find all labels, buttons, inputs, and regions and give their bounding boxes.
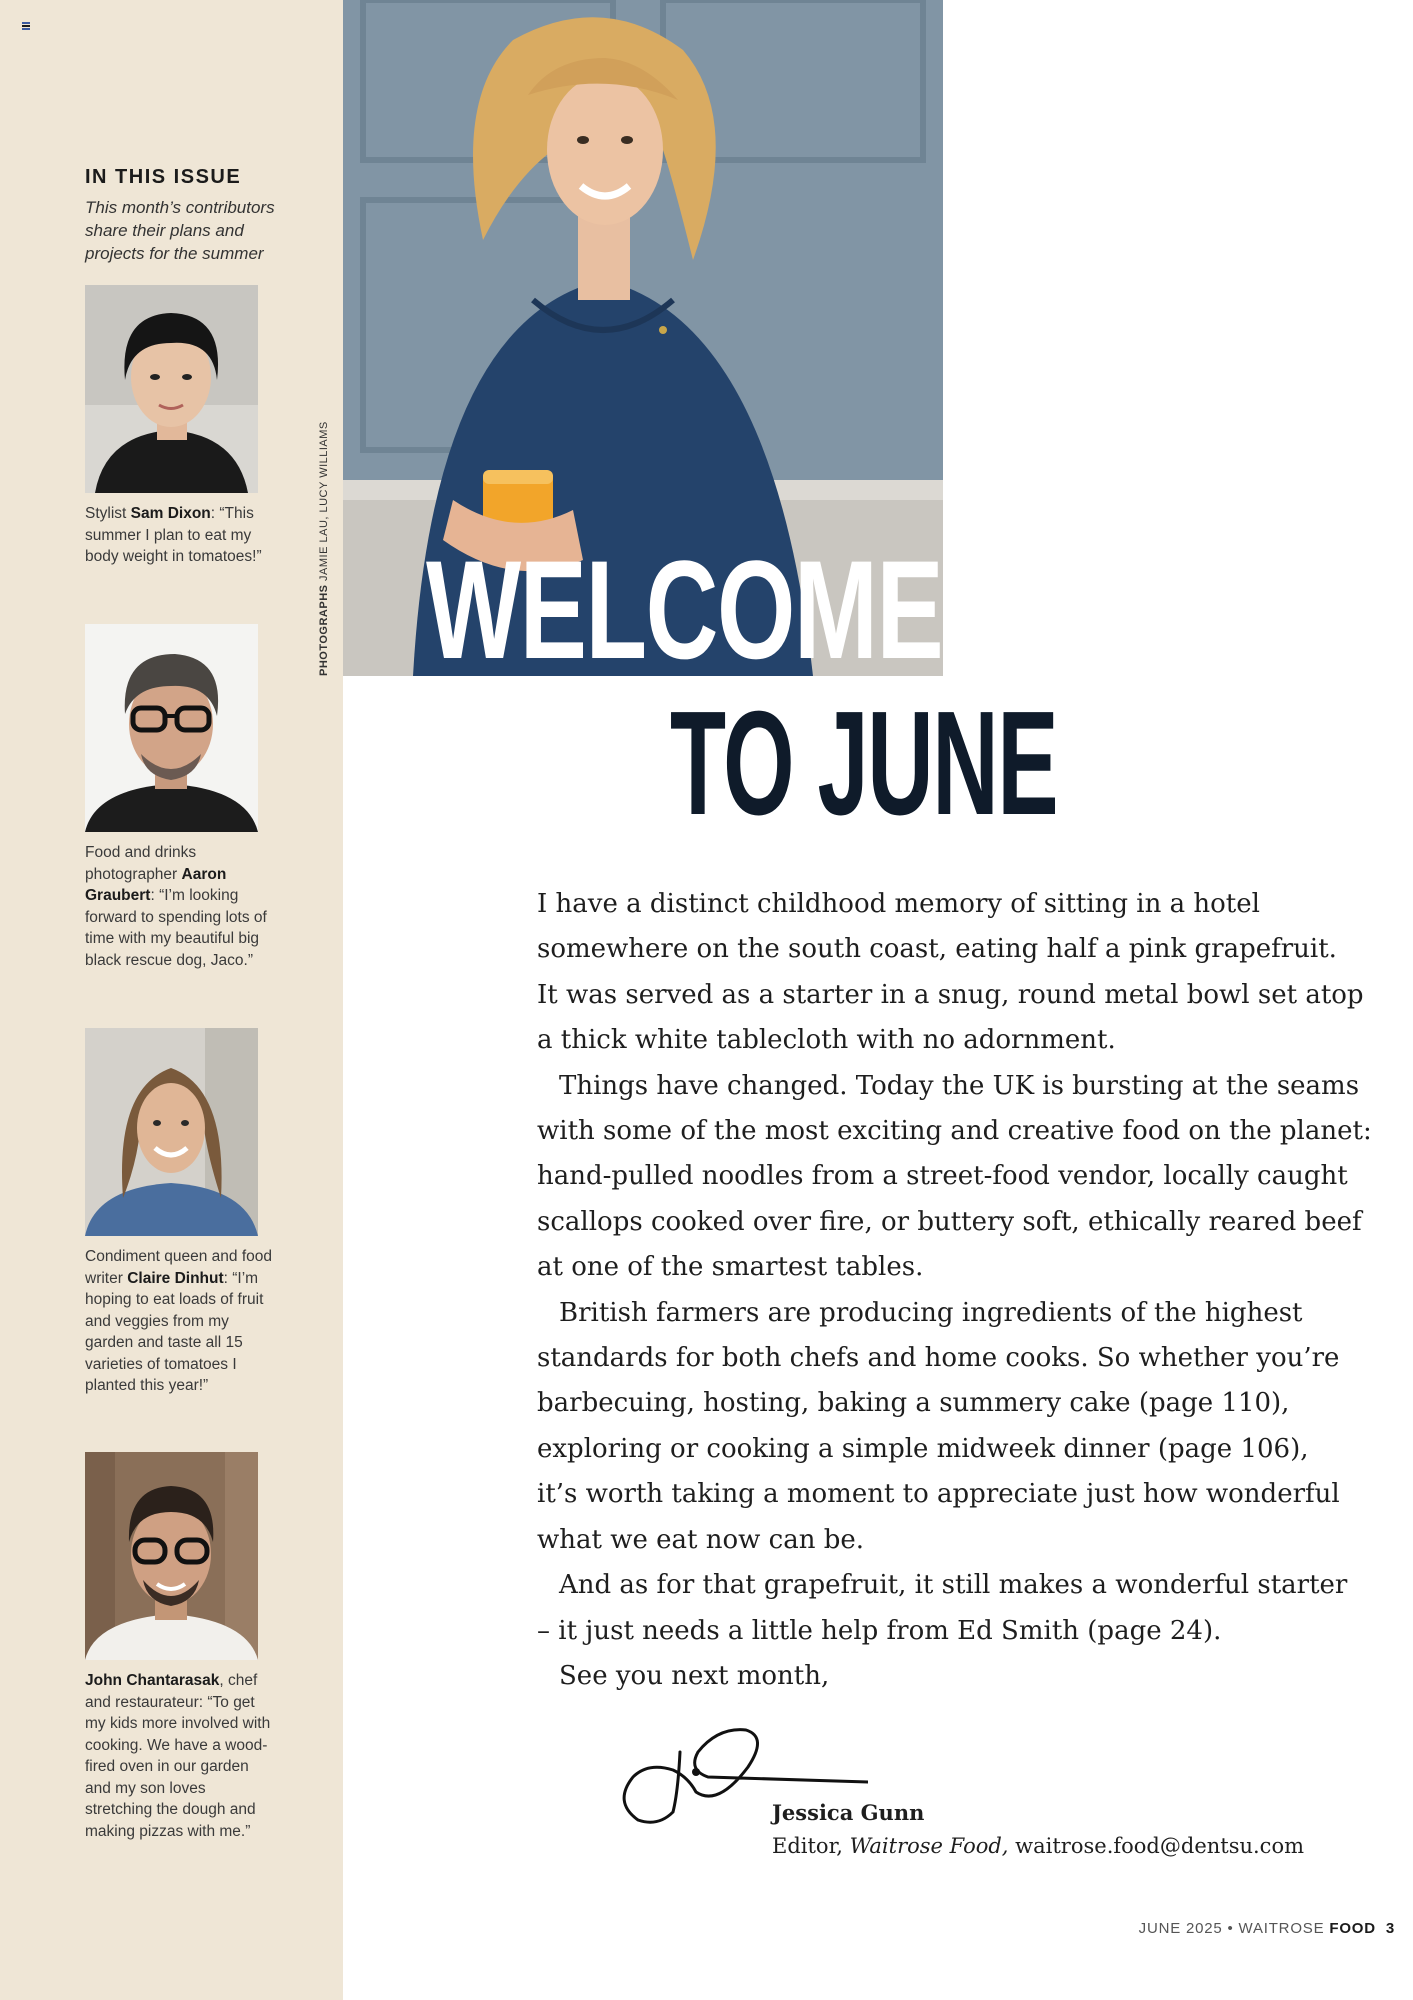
caption-quote: , chef and restaurateur: “To get my kids more involved with cooking. We have a wood-fired oven in our garden and my son loves stretching the dough and making pizzas with me.” xyxy=(85,1672,271,1840)
contributor-name: John Chantarasak xyxy=(85,1672,220,1689)
contributor-name: Aaron Graubert xyxy=(85,865,227,904)
editor-email[interactable]: waitrose.food@dentsu.com xyxy=(1008,1834,1305,1858)
publication-name: Waitrose Food, xyxy=(849,1834,1009,1858)
contributor-photo-claire-dinhut xyxy=(85,1028,258,1236)
body-line: a thick white tablecloth with no adornment. xyxy=(537,1025,1116,1056)
body-line: See you next month, xyxy=(559,1660,830,1691)
contributor-photo-sam-dixon xyxy=(85,285,258,493)
caption-quote: : “I’m hoping to eat loads of fruit and veggies from my garden and taste all 15 varieties of tomatoes I planted this year!” xyxy=(85,1269,264,1394)
body-line: somewhere on the south coast, eating half a pink grapefruit. xyxy=(537,934,1337,965)
contributors-sidebar xyxy=(0,0,343,2000)
contributor-photo-aaron-graubert xyxy=(85,624,258,832)
contributor-caption xyxy=(85,1670,275,1842)
photo-credit xyxy=(318,421,330,676)
caption-role: Condiment queen and food writer xyxy=(85,1248,273,1287)
body-line: barbecuing, hosting, baking a summery cake (page 110), xyxy=(537,1388,1290,1419)
body-line: – it just needs a little help from Ed Smith (page 24). xyxy=(537,1615,1222,1646)
body-line: I have a distinct childhood memory of sitting in a hotel xyxy=(537,889,1260,919)
body-line: standards for both chefs and home cooks. So whether you’re xyxy=(537,1343,1340,1374)
body-line: with some of the most exciting and creative food on the planet: xyxy=(537,1116,1372,1147)
body-line: hand-pulled noodles from a street-food vendor, locally caught xyxy=(537,1161,1348,1192)
menu-icon xyxy=(22,22,30,30)
body-line: what we eat now can be. xyxy=(537,1524,865,1555)
body-line: at one of the smartest tables. xyxy=(537,1252,924,1283)
contributor-photo-john-chantarasak xyxy=(85,1452,258,1660)
editor-name: Jessica Gunn xyxy=(772,1800,925,1825)
contributor-caption xyxy=(85,842,275,971)
caption-role: Stylist xyxy=(85,505,131,522)
page-footer xyxy=(1139,1920,1395,1937)
editors-letter-body xyxy=(537,882,1372,1699)
body-line: scallops cooked over fire, or buttery soft, ethically reared beef xyxy=(537,1206,1362,1237)
body-line: British farmers are producing ingredients of the highest xyxy=(559,1297,1303,1328)
footer-brand: FOOD xyxy=(1329,1920,1376,1937)
contributor-caption xyxy=(85,1246,275,1397)
caption-quote: : “This summer I plan to eat my body weight in tomatoes!” xyxy=(85,505,262,565)
editor-title: Editor, xyxy=(772,1834,850,1858)
footer-issue: JUNE 2025 • WAITROSE xyxy=(1138,1920,1330,1937)
photo-credit-label: PHOTOGRAPHS xyxy=(318,584,330,676)
caption-quote: : “I’m looking forward to spending lots of time with my beautiful big black rescue dog, Jaco.” xyxy=(85,887,267,969)
headline-line-2: TO JUNE xyxy=(670,681,1058,846)
photo-credit-names: JAMIE LAU, LUCY WILLIAMS xyxy=(318,421,330,585)
contributor-name: Claire Dinhut xyxy=(127,1269,224,1287)
page-number: 3 xyxy=(1385,1920,1395,1937)
editor-role xyxy=(772,1834,1304,1858)
caption-role: Food and drinks photographer xyxy=(85,844,197,883)
contributor-caption xyxy=(85,503,275,568)
contributor-name: Sam Dixon xyxy=(130,505,211,522)
body-line: Things have changed. Today the UK is bursting at the seams xyxy=(559,1070,1360,1101)
body-line: it’s worth taking a moment to appreciate just how wonderful xyxy=(537,1479,1340,1510)
body-line: It was served as a starter in a snug, round metal bowl set atop xyxy=(537,979,1364,1010)
sidebar-heading: IN THIS ISSUE xyxy=(85,166,242,188)
headline-line-1: WELCOME xyxy=(426,531,943,688)
body-line: And as for that grapefruit, it still makes a wonderful starter xyxy=(559,1570,1348,1601)
sidebar-intro: This month’s contributors share their plans and projects for the summer xyxy=(85,198,275,263)
body-line: exploring or cooking a simple midweek dinner (page 106), xyxy=(537,1433,1309,1464)
